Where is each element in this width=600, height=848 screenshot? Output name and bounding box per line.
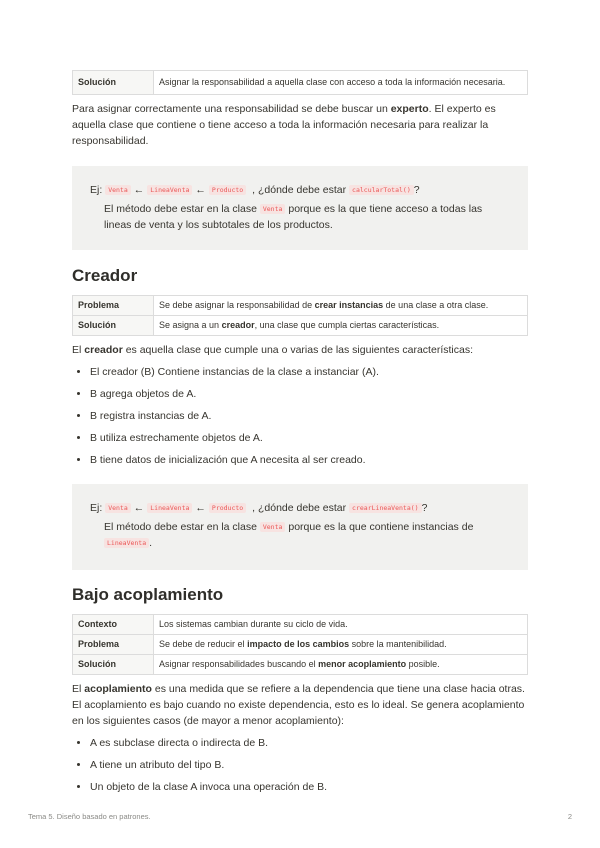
table-key: Problema xyxy=(73,296,154,316)
page-content xyxy=(72,70,528,801)
section-title-bajo-acoplamiento: Bajo acoplamiento xyxy=(72,585,224,604)
table-key: Solución xyxy=(73,655,154,675)
list-item: • Un objeto de la clase A invoca una operación de B. xyxy=(90,779,528,795)
example-answer: El método debe estar en la clase Venta porque es la que contiene instancias de LineaVenta . xyxy=(104,521,474,549)
bajo-acoplamiento-paragraph: El acoplamiento es una medida que se refiere a la dependencia que tiene una clase hacia otras. El acoplamiento es bajo cuando no existe dependencia, esto es lo ideal. Se genera acoplamiento en los siguientes casos (de mayor a menor acoplamiento): xyxy=(72,683,525,727)
code-venta: Venta xyxy=(105,503,131,513)
list-item: • B tiene datos de inicialización que A necesita al ser creado. xyxy=(90,452,528,468)
table-value: Se asigna a un creador, una clase que cumpla ciertas características. xyxy=(154,316,528,336)
table-value: Asignar la responsabilidad a aquella clase con acceso a toda la información necesaria. xyxy=(154,71,528,95)
section-title-creador: Creador xyxy=(72,266,138,285)
list-item: • B utiliza estrechamente objetos de A. xyxy=(90,430,528,446)
example-line: Ej: Venta ← LineaVenta ← Producto , ¿dónde debe estar crearLineaVenta() ? xyxy=(90,502,428,514)
creador-paragraph: El creador es aquella clase que cumple una o varias de las siguientes características: xyxy=(72,344,473,356)
table-key: Contexto xyxy=(73,615,154,635)
bajo-acoplamiento-list xyxy=(72,735,528,795)
table-key: Solución xyxy=(73,316,154,336)
left-arrow-icon: ← xyxy=(133,502,145,514)
table-row xyxy=(73,635,528,655)
table-value: Se debe de reducir el impacto de los cambios sobre la mantenibilidad. xyxy=(154,635,528,655)
table-row xyxy=(73,71,528,95)
list-item: • A es subclase directa o indirecta de B. xyxy=(90,735,528,751)
creador-table xyxy=(72,295,528,336)
code-method: crearLineaVenta() xyxy=(349,503,422,513)
footer-title: Tema 5. Diseño basado en patrones. xyxy=(28,812,151,821)
left-arrow-icon: ← xyxy=(195,502,206,514)
code-method: calcularTotal() xyxy=(349,185,414,195)
table-row xyxy=(73,316,528,336)
table-row xyxy=(73,655,528,675)
list-item: • B agrega objetos de A. xyxy=(90,386,528,402)
table-value: Se debe asignar la responsabilidad de crear instancias de una clase a otra clase. xyxy=(154,296,528,316)
list-item: • B registra instancias de A. xyxy=(90,408,528,424)
table-value: Asignar responsabilidades buscando el menor acoplamiento posible. xyxy=(154,655,528,675)
list-item: • A tiene un atributo del tipo B. xyxy=(90,757,528,773)
creador-list xyxy=(72,364,528,468)
left-arrow-icon: ← xyxy=(133,184,145,196)
bajo-acoplamiento-table xyxy=(72,614,528,675)
experto-paragraph: Para asignar correctamente una responsabilidad se debe buscar un experto. El experto es aquella clase que contiene o tiene acceso a toda la información necesaria para realizar la responsabilidad. xyxy=(72,103,496,147)
table-key: Problema xyxy=(73,635,154,655)
table-row xyxy=(73,296,528,316)
experto-table xyxy=(72,70,528,95)
list-item: • El creador (B) Contiene instancias de la clase a instanciar (A). xyxy=(90,364,528,380)
example-answer: El método debe estar en la clase Venta porque es la que tiene acceso a todas las lineas de venta y los subtotales de los productos. xyxy=(104,203,483,231)
creador-example-callout xyxy=(72,484,528,570)
left-arrow-icon: ← xyxy=(195,184,206,196)
table-row xyxy=(73,615,528,635)
table-value: Los sistemas cambian durante su ciclo de vida. xyxy=(154,615,528,635)
experto-example-callout xyxy=(72,166,528,250)
table-key: Solución xyxy=(73,71,154,95)
code-lineaventa: LineaVenta xyxy=(147,185,192,195)
code-producto: Producto xyxy=(209,185,246,195)
code-venta: Venta xyxy=(105,185,131,195)
code-lineaventa: LineaVenta xyxy=(147,503,192,513)
example-line: Ej: Venta ← LineaVenta ← Producto , ¿dónde debe estar calcularTotal() ? xyxy=(90,184,420,196)
code-producto: Producto xyxy=(209,503,246,513)
page-number: 2 xyxy=(567,812,572,821)
